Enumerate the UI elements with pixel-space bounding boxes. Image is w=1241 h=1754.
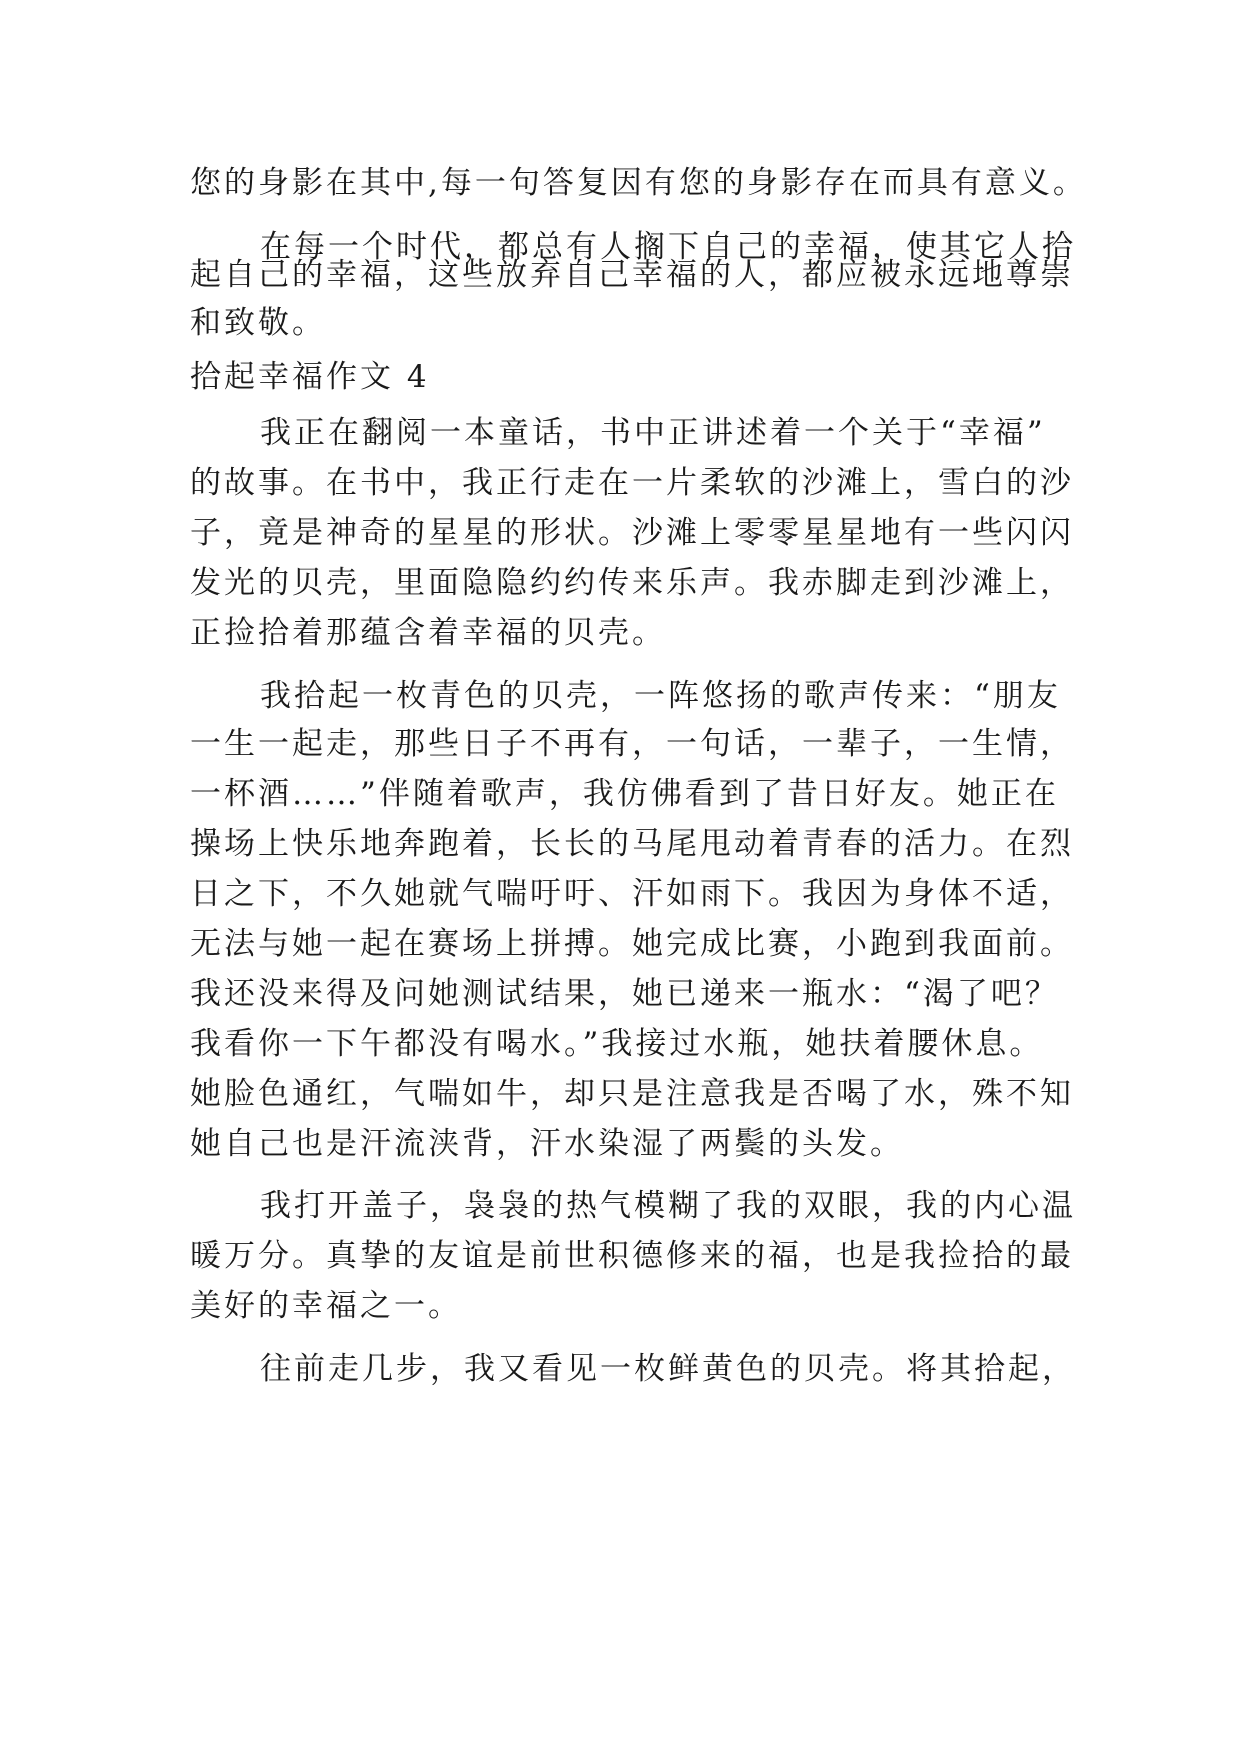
text-line: 日之下，不久她就气喘吁吁、汗如雨下。我因为身体不适， <box>190 876 1074 912</box>
text-line: 她自己也是汗流浃背，汗水染湿了两鬓的头发。 <box>190 1126 904 1162</box>
paragraph-first-line: 我正在翻阅一本童话，书中正讲述着一个关于“幸福” <box>260 415 1046 451</box>
paragraph-first-line: 我打开盖子，袅袅的热气模糊了我的双眼，我的内心温 <box>260 1188 1076 1224</box>
text-line: 一生一起走，那些日子不再有，一句话，一辈子，一生情， <box>190 726 1074 762</box>
text-line: 子，竟是神奇的星星的形状。沙滩上零零星星地有一些闪闪 <box>190 515 1074 551</box>
paragraph-first-line: 往前走几步，我又看见一枚鲜黄色的贝壳。将其拾起， <box>260 1351 1076 1387</box>
text-line: 您的身影在其中,每一句答复因有您的身影存在而具有意义。 <box>190 165 1087 201</box>
text-line: 正捡拾着那蕴含着幸福的贝壳。 <box>190 615 666 651</box>
text-line: 操场上快乐地奔跑着，长长的马尾甩动着青春的活力。在烈 <box>190 826 1074 862</box>
text-line: 她脸色通红，气喘如牛，却只是注意我是否喝了水，殊不知 <box>190 1076 1074 1112</box>
text-line: 我看你一下午都没有喝水。”我接过水瓶，她扶着腰休息。 <box>190 1026 1044 1062</box>
text-line: 和致敬。 <box>190 305 326 341</box>
text-line: 无法与她一起在赛场上拼搏。她完成比赛，小跑到我面前。 <box>190 926 1074 962</box>
text-line: 一杯酒……”伴随着歌声，我仿佛看到了昔日好友。她正在 <box>190 776 1059 812</box>
text-line: 美好的幸福之一。 <box>190 1288 462 1324</box>
text-line: 的故事。在书中，我正行走在一片柔软的沙滩上，雪白的沙 <box>190 465 1074 501</box>
text-line: 暖万分。真挚的友谊是前世积德修来的福，也是我捡拾的最 <box>190 1238 1074 1274</box>
paragraph-first-line: 我拾起一枚青色的贝壳，一阵悠扬的歌声传来：“朋友 <box>260 678 1061 714</box>
text-line: 起自己的幸福，这些放弃自己幸福的人，都应被永远地尊崇 <box>190 257 1074 293</box>
text-line: 发光的贝壳，里面隐隐约约传来乐声。我赤脚走到沙滩上， <box>190 565 1074 601</box>
section-heading: 拾起幸福作文 4 <box>190 359 430 395</box>
paragraph-first-line: 在每一个时代，都总有人搁下自己的幸福，使其它人拾 <box>260 229 1076 265</box>
text-line: 我还没来得及问她测试结果，她已递来一瓶水：“渴了吧？ <box>190 976 1059 1012</box>
